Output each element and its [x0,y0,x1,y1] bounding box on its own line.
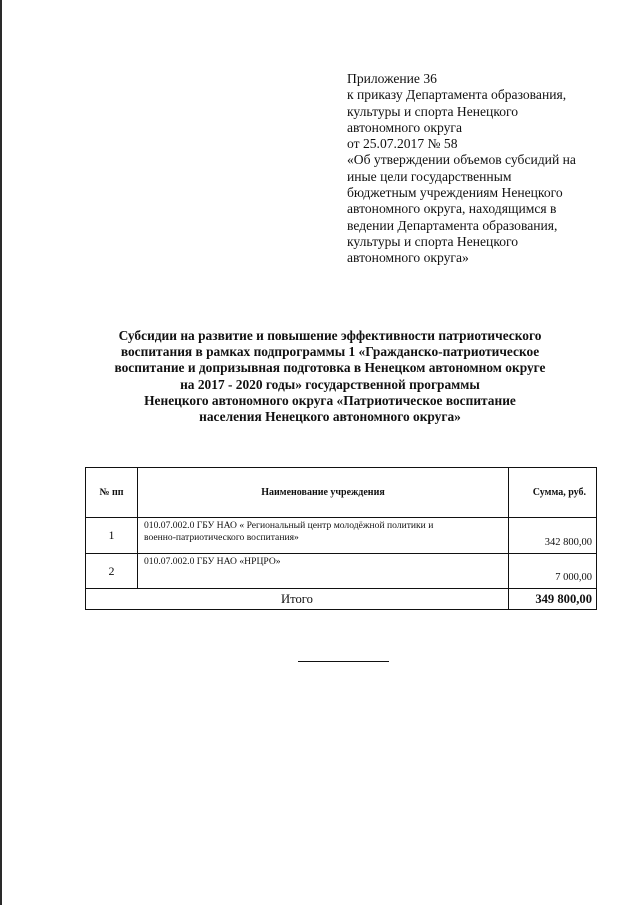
row-institution-name [138,518,509,554]
appendix-line: культуры и спорта Ненецкого [347,103,519,119]
end-rule [298,661,389,662]
header-institution-name: Наименование учреждения [138,468,509,518]
document-title [80,328,580,425]
header-number: № пп [86,468,138,518]
total-label: Итого [86,589,509,610]
total-amount: 349 800,00 [509,589,597,610]
row-number: 2 [86,554,138,589]
title-line: воспитание и допризывная подготовка в Ненецком автономном округе [114,360,546,376]
appendix-line: «Об утверждении объемов субсидий на [347,152,576,168]
title-line: населения Ненецкого автономного округа» [199,409,461,425]
title-line: воспитания в рамках подпрограммы 1 «Гражданско-патриотическое [120,344,540,360]
institution-name-line: 010.07.002.0 ГБУ НАО « Региональный центр молодёжной политики и [144,520,434,531]
table-header-row [86,468,597,518]
title-line: Ненецкого автономного округа «Патриотическое воспитание [144,392,516,408]
appendix-line: Приложение 36 [347,71,437,86]
appendix-line: бюджетным учреждениям Ненецкого [347,185,563,201]
appendix-line: к приказу Департамента образования, [347,87,567,103]
row-institution-name [138,554,509,589]
appendix-line: автономного округа [347,119,463,135]
title-line: Субсидии на развитие и повышение эффективности патриотического [118,328,542,343]
title-line: на 2017 - 2020 годы» государственной программы [180,376,480,392]
row-number: 1 [86,518,138,554]
appendix-line: иные цели государственным [347,168,512,184]
institution-name-line: военно-патриотического воспитания» [144,532,299,543]
appendix-line: ведении Департамента образования, [347,217,558,233]
appendix-line: автономного округа, находящимся в [347,201,557,217]
header-amount: Сумма, руб. [509,468,597,518]
subsidies-table [85,467,597,610]
appendix-line: культуры и спорта Ненецкого [347,233,519,249]
table-total-row [86,589,597,610]
table-row [86,518,597,554]
institution-name-line: 010.07.002.0 ГБУ НАО «НРЦРО» [144,556,281,567]
scan-edge [0,0,2,905]
row-amount: 7 000,00 [509,554,597,589]
appendix-block [347,71,607,267]
row-amount: 342 800,00 [509,518,597,554]
appendix-line: от 25.07.2017 № 58 [347,136,458,152]
appendix-line: автономного округа» [347,250,469,266]
table-row [86,554,597,589]
